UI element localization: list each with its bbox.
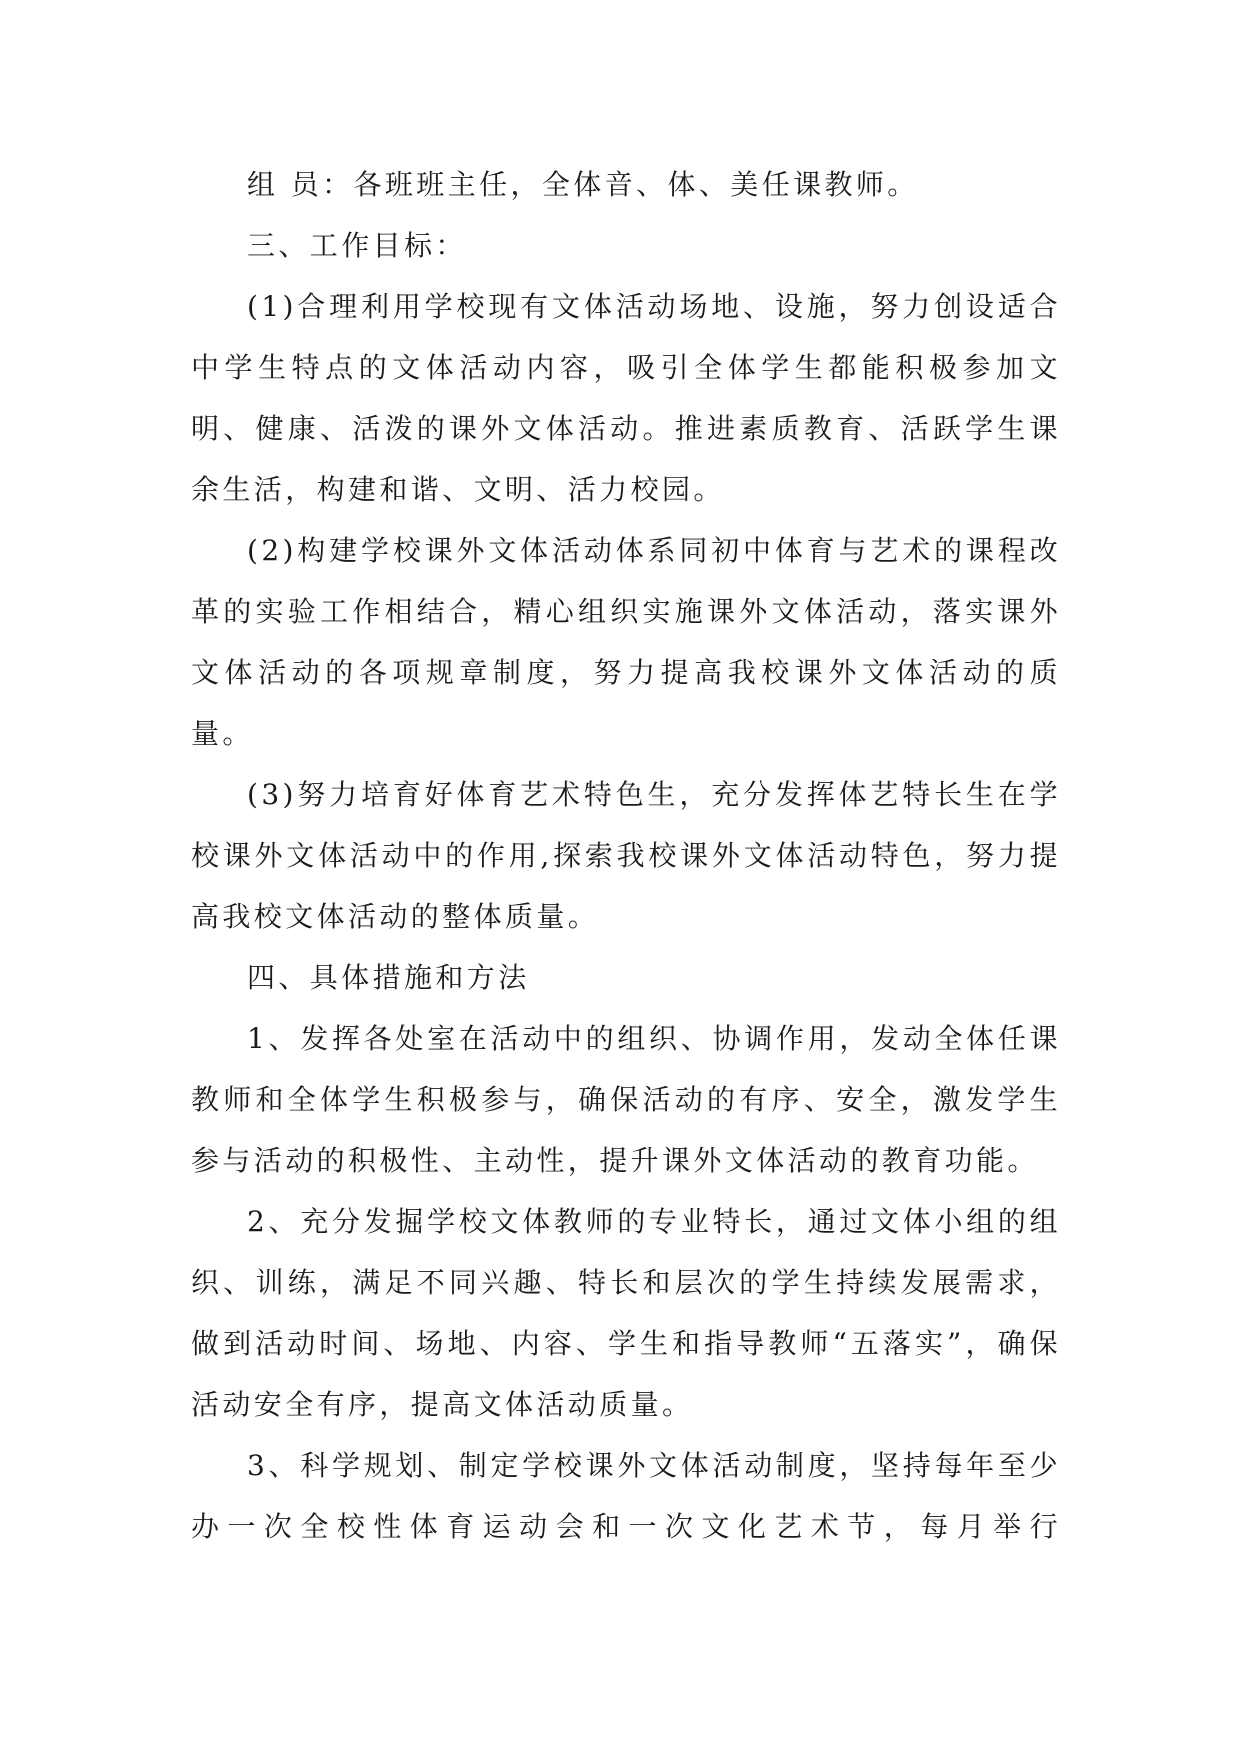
paragraph-measure-3: 3、科学规划、制定学校课外文体活动制度，坚持每年至少办一次全校性体育运动会和一次文化艺术节，每月举行	[191, 1449, 1061, 1543]
paragraph-goal-3: (3)努力培育好体育艺术特色生，充分发挥体艺特长生在学校课外文体活动中的作用,探索我校课外文体活动特色，努力提高我校文体活动的整体质量。	[191, 778, 1061, 933]
paragraph-goal-1: (1)合理利用学校现有文体活动场地、设施，努力创设适合中学生特点的文体活动内容，吸引全体学生都能积极参加文明、健康、活泼的课外文体活动。推进素质教育、活跃学生课余生活，构建和谐、文明、活力校园。	[191, 290, 1061, 506]
paragraph-measure-1: 1、发挥各处室在活动中的组织、协调作用，发动全体任课教师和全体学生积极参与，确保活动的有序、安全，激发学生参与活动的积极性、主动性，提升课外文体活动的教育功能。	[191, 1022, 1061, 1177]
paragraph-members: 组 员：各班班主任，全体音、体、美任课教师。	[247, 168, 919, 201]
heading-measures: 四、具体措施和方法	[247, 961, 530, 994]
heading-work-goals: 三、工作目标：	[247, 229, 467, 262]
paragraph-measure-2: 2、充分发掘学校文体教师的专业特长，通过文体小组的组织、训练，满足不同兴趣、特长和层次的学生持续发展需求，做到活动时间、场地、内容、学生和指导教师“五落实”，确保活动安全有序，提高文体活动质量。	[191, 1205, 1061, 1421]
paragraph-goal-2: (2)构建学校课外文体活动体系同初中体育与艺术的课程改革的实验工作相结合，精心组织实施课外文体活动，落实课外文体活动的各项规章制度，努力提高我校课外文体活动的质量。	[191, 534, 1061, 750]
document-page	[191, 154, 1061, 1557]
